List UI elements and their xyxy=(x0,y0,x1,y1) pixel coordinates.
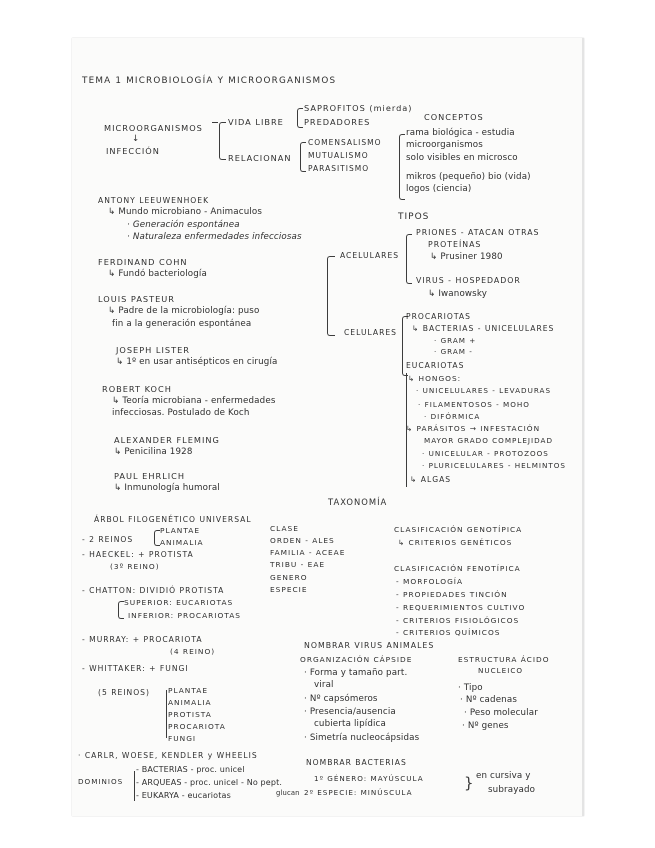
fenotipica-item: - MORFOLOGÍA xyxy=(396,577,464,586)
rank-orden: ORDEN - ALES xyxy=(270,536,335,545)
reino-item: PLANTAE xyxy=(168,686,208,695)
organizacion-capside-heading: ORGANIZACIÓN CÁPSIDE xyxy=(300,655,413,664)
connector-line xyxy=(212,122,218,123)
celulares-label: CELULARES xyxy=(344,328,398,337)
microorganismos-label: MICROORGANISMOS xyxy=(104,123,203,133)
scientist-name: ROBERT KOCH xyxy=(102,384,172,394)
chatton-label: - CHATTON: DIVIDIÓ PROTISTA xyxy=(82,586,225,595)
arbol-filogenetico-heading: ÁRBOL FILOGENÉTICO UNIVERSAL xyxy=(94,515,252,524)
capside-item: · Simetría nucleocápsidas xyxy=(304,733,420,743)
fenotipica-item: - PROPIEDADES TINCIÓN xyxy=(396,590,508,599)
scientist-note: · Generación espontánea xyxy=(127,220,240,230)
concepto-line: solo visibles en microsco xyxy=(406,153,518,163)
dominio-bacterias: - BACTERIAS - proc. unicel xyxy=(136,765,245,774)
rank-especie: ESPECIE xyxy=(270,585,308,594)
scientist-note: infecciosas. Postulado de Koch xyxy=(112,408,250,418)
virus-label: VIRUS - HOSPEDADOR xyxy=(416,276,521,285)
nucleico-item: · Tipo xyxy=(458,683,483,693)
scientist-name: LOUIS PASTEUR xyxy=(98,294,175,304)
concepto-line: logos (ciencia) xyxy=(406,184,472,194)
glucan-note: glucan xyxy=(276,789,300,797)
conceptos-heading: CONCEPTOS xyxy=(424,112,484,122)
plantae-label: PLANTAE xyxy=(160,526,200,535)
tercer-reino-label: (3º REINO) xyxy=(110,562,160,571)
especie-rule: 2º ESPECIE: MINÚSCULA xyxy=(304,788,413,797)
conceptos-bracket xyxy=(399,134,405,200)
nucleico-heading: NUCLEICO xyxy=(478,666,523,675)
comensalismo-label: COMENSALISMO xyxy=(308,138,382,147)
hongos-label: ↳ HONGOS: xyxy=(408,374,462,383)
scientist-name: PAUL EHRLICH xyxy=(114,471,186,481)
whittaker-label: - WHITTAKER: + FUNGI xyxy=(82,664,189,673)
dominio-eukarya: - EUKARYA - eucariotas xyxy=(136,791,231,800)
haeckel-label: - HAECKEL: + PROTISTA xyxy=(82,550,194,559)
reino-item: PROTISTA xyxy=(168,710,212,719)
procariotas-label: PROCARIOTAS xyxy=(406,312,471,321)
page-title: TEMA 1 MICROBIOLOGÍA Y MICROORGANISMOS xyxy=(82,76,337,86)
scientist-note: · Naturaleza enfermedades infecciosas xyxy=(127,232,302,242)
capside-item: · Nº capsómeros xyxy=(304,694,378,704)
scientist-name: FERDINAND COHN xyxy=(98,257,188,267)
genero-rule: 1º GÉNERO: MAYÚSCULA xyxy=(314,774,424,783)
mayor-grado-label: MAYOR GRADO COMPLEJIDAD xyxy=(424,436,554,445)
scientist-note: ↳ Teoría microbiana - enfermedades xyxy=(112,396,276,406)
saprofitos-label: SAPROFITOS (mierda) xyxy=(304,103,413,113)
inferior-label: INFERIOR: PROCARIOTAS xyxy=(128,611,241,620)
unicelulares-levaduras-label: · UNICELULARES - LEVADURAS xyxy=(416,386,552,395)
fenotipica-item: - CRITERIOS FISIOLÓGICOS xyxy=(396,616,520,625)
vida-libre-label: VIDA LIBRE xyxy=(228,117,284,127)
cinco-reinos-line xyxy=(166,690,167,738)
relacionan-label: RELACIONAN xyxy=(228,153,292,163)
virus-animales-heading: NOMBRAR VIRUS ANIMALES xyxy=(304,641,435,650)
scientist-note: ↳ Fundó bacteriología xyxy=(108,269,207,279)
nucleico-item: · Nº cadenas xyxy=(460,695,517,705)
subrayado-note: subrayado xyxy=(488,785,536,795)
unicelular-protozoos-label: · UNICELULAR - PROTOZOOS xyxy=(422,449,549,458)
nucleico-item: · Peso molecular xyxy=(464,708,538,718)
genotipica-heading: CLASIFICACIÓN GENOTÍPICA xyxy=(394,525,523,534)
reino-item: PROCARIOTA xyxy=(168,722,226,731)
bacterias-label: ↳ BACTERIAS - UNICELULARES xyxy=(412,324,555,333)
gram-positive-label: · GRAM + xyxy=(434,336,477,345)
rank-tribu: TRIBU - EAE xyxy=(270,560,326,569)
rank-genero: GENERO xyxy=(270,573,308,582)
murray-label: - MURRAY: + PROCARIOTA xyxy=(82,635,203,644)
superior-label: SUPERIOR: EUCARIOTAS xyxy=(124,598,234,607)
animalia-label: ANIMALIA xyxy=(160,538,204,547)
iwanowsky-note: ↳ Iwanowsky xyxy=(428,289,487,299)
acelulares-label: ACELULARES xyxy=(340,251,400,260)
capside-item: · Presencia/ausencia xyxy=(304,707,396,717)
predadores-label: PREDADORES xyxy=(304,117,371,127)
scientist-note: ↳ Penicilina 1928 xyxy=(114,447,193,457)
scientist-note: ↳ Inmunología humoral xyxy=(114,483,220,493)
brace-symbol: } xyxy=(464,774,474,792)
concepto-line: mikros (pequeño) bio (vida) xyxy=(406,172,531,182)
scientist-note: ↳ 1º en usar antisépticos en cirugía xyxy=(116,357,278,367)
priones-label: PRIONES - ATACAN OTRAS xyxy=(416,228,540,237)
cuarto-reino-label: (4 REINO) xyxy=(170,647,216,656)
proteinas-label: PROTEÍNAS xyxy=(428,240,482,249)
scientist-note: ↳ Mundo microbiano - Animaculos xyxy=(108,207,263,217)
woese-label: · CARLR, WOESE, KENDLER y WHEELIS xyxy=(78,751,258,760)
scientist-note: ↳ Padre de la microbiología: puso xyxy=(108,306,260,316)
dominios-label: DOMINIOS xyxy=(78,777,124,786)
scientist-name: ANTONY LEEUWENHOEK xyxy=(98,196,210,205)
parasitismo-label: PARASITISMO xyxy=(308,164,370,173)
dos-reinos-label: - 2 REINOS xyxy=(82,535,134,544)
scientist-note: fin a la generación espontánea xyxy=(112,319,252,329)
nombrar-bacterias-heading: NOMBRAR BACTERIAS xyxy=(306,758,407,767)
down-arrow-icon: ↓ xyxy=(132,134,140,144)
fenotipica-item: - CRITERIOS QUÍMICOS xyxy=(396,628,501,637)
cursiva-note: en cursiva y xyxy=(476,771,531,781)
nucleico-item: · Nº genes xyxy=(462,721,509,731)
gram-negative-label: · GRAM - xyxy=(434,347,473,356)
reino-item: FUNGI xyxy=(168,734,197,743)
mutualismo-label: MUTUALISMO xyxy=(308,151,369,160)
criterios-geneticos-label: ↳ CRITERIOS GENÉTICOS xyxy=(398,538,513,547)
prusiner-note: ↳ Prusiner 1980 xyxy=(430,252,503,262)
tipos-bracket xyxy=(327,256,335,336)
concepto-line: rama biológica - estudia xyxy=(406,128,515,138)
taxonomia-heading: TAXONOMÍA xyxy=(328,497,388,507)
cinco-reinos-label: (5 REINOS) xyxy=(98,688,150,697)
dominios-line xyxy=(134,771,135,801)
fenotipica-heading: CLASIFICACIÓN FENOTÍPICA xyxy=(394,564,521,573)
infeccion-label: INFECCIÓN xyxy=(106,146,160,156)
capside-item: viral xyxy=(314,680,334,690)
capside-item: · Forma y tamaño part. xyxy=(304,668,408,678)
vida-libre-bracket xyxy=(297,108,303,128)
capside-item: cubierta lipídica xyxy=(314,719,386,729)
acelulares-bracket xyxy=(406,234,412,284)
rank-clase: CLASE xyxy=(270,524,299,533)
diformica-label: · DIFÓRMICA xyxy=(424,412,481,421)
scientist-name: ALEXANDER FLEMING xyxy=(114,435,220,445)
eucariotas-label: EUCARIOTAS xyxy=(406,361,465,370)
rank-familia: FAMILIA - ACEAE xyxy=(270,548,346,557)
scientist-name: JOSEPH LISTER xyxy=(116,345,190,355)
estructura-acido-heading: ESTRUCTURA ÁCIDO xyxy=(458,655,550,664)
tree-bracket xyxy=(219,122,226,160)
concepto-line: microorganismos xyxy=(406,140,483,150)
notebook-page xyxy=(72,38,584,816)
reino-item: ANIMALIA xyxy=(168,698,212,707)
dominio-arqueas: - ARQUEAS - proc. unicel - No pept. xyxy=(136,778,283,787)
tipos-heading: TIPOS xyxy=(398,212,430,222)
filamentosos-label: · FILAMENTOSOS - MOHO xyxy=(418,400,530,409)
parasitos-label: ↳ PARÁSITOS → INFESTACIÓN xyxy=(406,424,541,433)
algas-label: ↳ ALGAS xyxy=(410,475,452,484)
fenotipica-item: - REQUERIMIENTOS CULTIVO xyxy=(396,603,526,612)
pluricelulares-label: · PLURICELULARES - HELMINTOS xyxy=(422,461,566,470)
relacionan-bracket xyxy=(300,142,306,172)
